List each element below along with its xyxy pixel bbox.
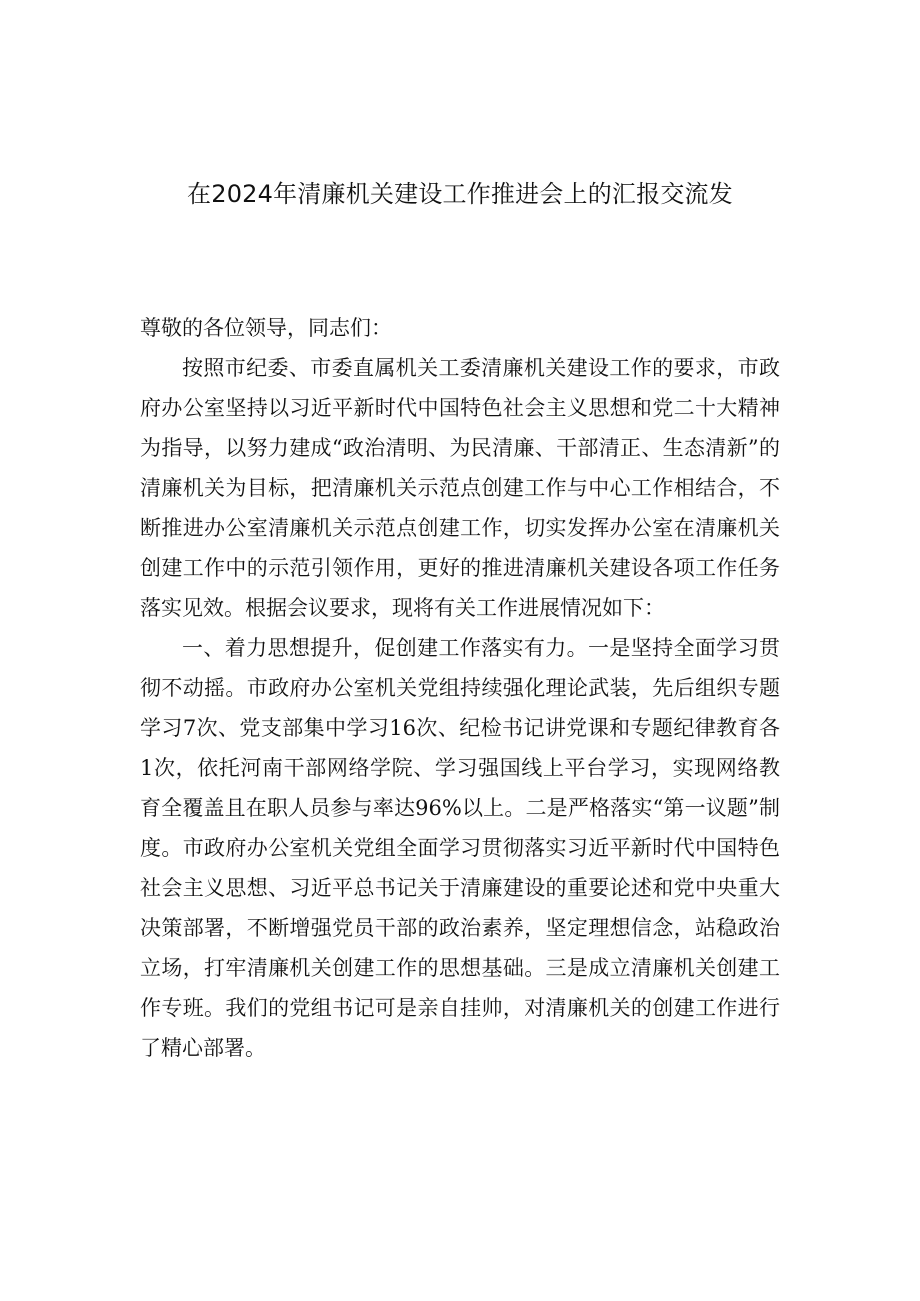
paragraph-section-one: 一、着力思想提升，促创建工作落实有力。一是坚持全面学习贯彻不动摇。市政府办公室机关党组持续强化理论武装，先后组织专题学习7次、党支部集中学习16次、纪检书记讲党课和专题纪律教育各1次，依托河南干部网络学院、学习强国线上平台学习，实现网络教育全覆盖且在职人员参与率达96%以上。二是严格落实“第一议题”制度。市政府办公室机关党组全面学习贯彻落实习近平新时代中国特色社会主义思想、习近平总书记关于清廉建设的重要论述和党中央重大决策部署，不断增强党员干部的政治素养，坚定理想信念，站稳政治立场，打牢清廉机关创建工作的思想基础。三是成立清廉机关创建工作专班。我们的党组书记可是亲自挂帅，对清廉机关的创建工作进行了精心部署。 bbox=[140, 636, 780, 1060]
salutation: 尊敬的各位领导，同志们： bbox=[140, 316, 392, 340]
document-body bbox=[140, 308, 780, 1068]
document-title: 在2024年清廉机关建设工作推进会上的汇报交流发 bbox=[187, 180, 733, 208]
paragraph-intro: 按照市纪委、市委直属机关工委清廉机关建设工作的要求，市政府办公室坚持以习近平新时代中国特色社会主义思想和党二十大精神为指导，以努力建成“政治清明、为民清廉、干部清正、生态清新”的清廉机关为目标，把清廉机关示范点创建工作与中心工作相结合，不断推进办公室清廉机关示范点创建工作，切实发挥办公室在清廉机关创建工作中的示范引领作用，更好的推进清廉机关建设各项工作任务落实见效。根据会议要求，现将有关工作进展情况如下： bbox=[140, 356, 780, 620]
